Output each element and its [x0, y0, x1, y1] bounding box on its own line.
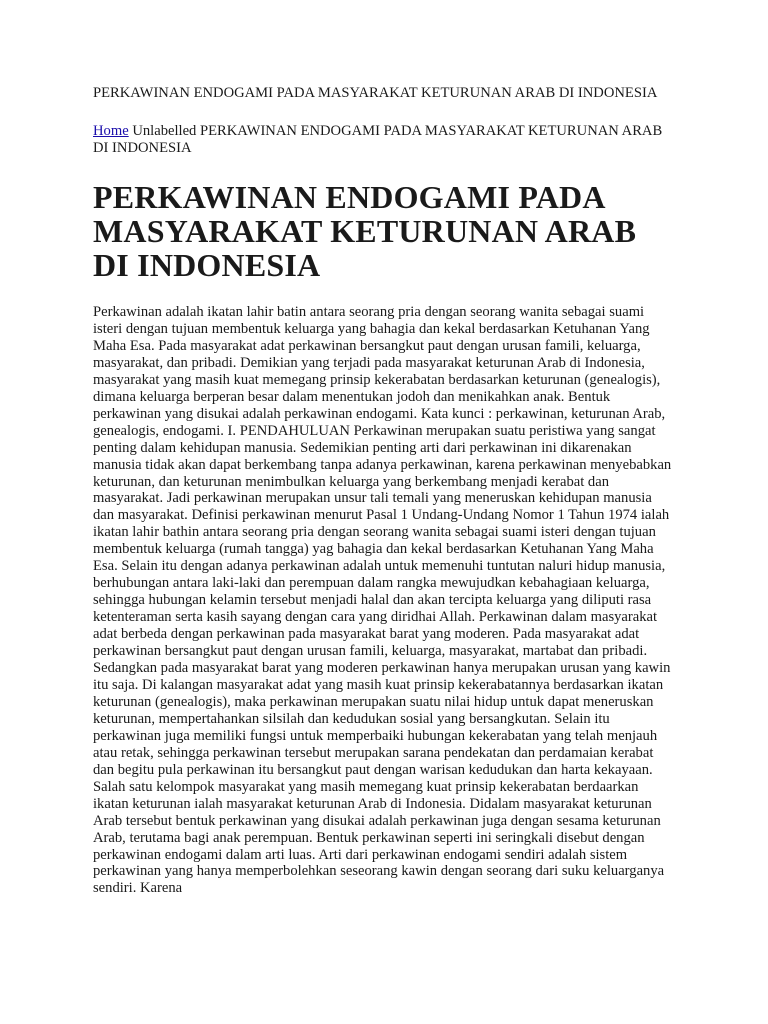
document-page — [93, 85, 678, 897]
article-body: Perkawinan adalah ikatan lahir batin antara seorang pria dengan seorang wanita sebagai suami isteri dengan tujuan membentuk keluarga yang bahagia dan kekal berdasarkan Ketuhanan Yang Maha Esa. Pada masyarakat adat perkawinan bersangkut paut dengan urusan famili, keluarga, masyarakat, dan pribadi. Demikian yang terjadi pada masyarakat keturunan Arab di Indonesia, masyarakat yang masih kuat memegang prinsip kekerabatan berdasarkan keturunan (genealogis), dimana keluarga berperan besar dalam menentukan jodoh dan menikahkan anak. Bentuk perkawinan yang disukai adalah perkawinan endogami. Kata kunci : perkawinan, keturunan Arab, genealogis, endogami. I. PENDAHULUAN Perkawinan merupakan suatu peristiwa yang sangat penting dalam kehidupan manusia. Sedemikian penting arti dari perkawinan ini dikarenakan manusia tidak akan dapat berkembang tanpa adanya perkawinan, karena perkawinan menyebabkan keturunan, dan keturunan menimbulkan keluarga yang berkembang menjadi kerabat dan masyarakat. Jadi perkawinan merupakan unsur tali temali yang meneruskan kehidupan manusia dan masyarakat. Definisi perkawinan menurut Pasal 1 Undang-Undang Nomor 1 Tahun 1974 ialah ikatan lahir bathin antara seorang pria dengan seorang wanita sebagai suami isteri dengan tujuan membentuk keluarga (rumah tangga) yag bahagia dan kekal berdasarkan Ketuhanan Yang Maha Esa. Selain itu dengan adanya perkawinan adalah untuk memenuhi tuntutan naluri hidup manusia, berhubungan antara laki-laki dan perempuan dalam rangka mewujudkan kebahagiaan keluarga, sehingga hubungan kelamin tersebut menjadi halal dan akan tercipta keluarga yang diliputi rasa ketenteraman serta kasih sayang dengan cara yang diridhai Allah. Perkawinan dalam masyarakat adat berbeda dengan perkawinan pada masyarakat barat yang moderen. Pada masyarakat adat perkawinan bersangkut paut dengan urusan famili, keluarga, masyarakat, martabat dan pribadi. Sedangkan pada masyarakat barat yang moderen perkawinan hanya merupakan urusan yang kawin itu saja. Di kalangan masyarakat adat yang masih kuat prinsip kekerabatannya berdasarkan ikatan keturunan (genealogis), maka perkawinan merupakan suatu nilai hidup untuk dapat meneruskan keturunan, mempertahankan silsilah dan kedudukan sosial yang bersangkutan. Selain itu perkawinan juga memiliki fungsi untuk memperbaiki hubungan kekerabatan yang telah menjauh atau retak, sehingga perkawinan tersebut merupakan sarana pendekatan dan perdamaian kerabat dan begitu pula perkawinan itu bersangkut paut dengan warisan kedudukan dan harta kekayaan. Salah satu kelompok masyarakat yang masih memegang kuat prinsip kekerabatan berdaarkan ikatan keturunan ialah masyarakat keturunan Arab di Indonesia. Didalam masyarakat keturunan Arab tersebut bentuk perkawinan yang disukai adalah perkawinan juga dengan sesama keturunan Arab, terutama bagi anak perempuan. Bentuk perkawinan seperti ini seringkali disebut dengan perkawinan endogami dalam arti luas. Arti dari perkawinan endogami sendiri adalah sistem perkawinan yang hanya memperbolehkan seseorang kawin dengan seorang dari suku keluarganya sendiri. Karena — [93, 304, 672, 897]
breadcrumb-trail: Unlabelled PERKAWINAN ENDOGAMI PADA MASYARAKAT KETURUNAN ARAB DI INDONESIA — [93, 123, 663, 156]
article-headline: PERKAWINAN ENDOGAMI PADA MASYARAKAT KETURUNAN ARAB DI INDONESIA — [93, 179, 637, 283]
breadcrumb — [93, 123, 678, 157]
breadcrumb-home-link[interactable]: Home — [93, 123, 129, 139]
document-title: PERKAWINAN ENDOGAMI PADA MASYARAKAT KETURUNAN ARAB DI INDONESIA — [93, 85, 658, 101]
